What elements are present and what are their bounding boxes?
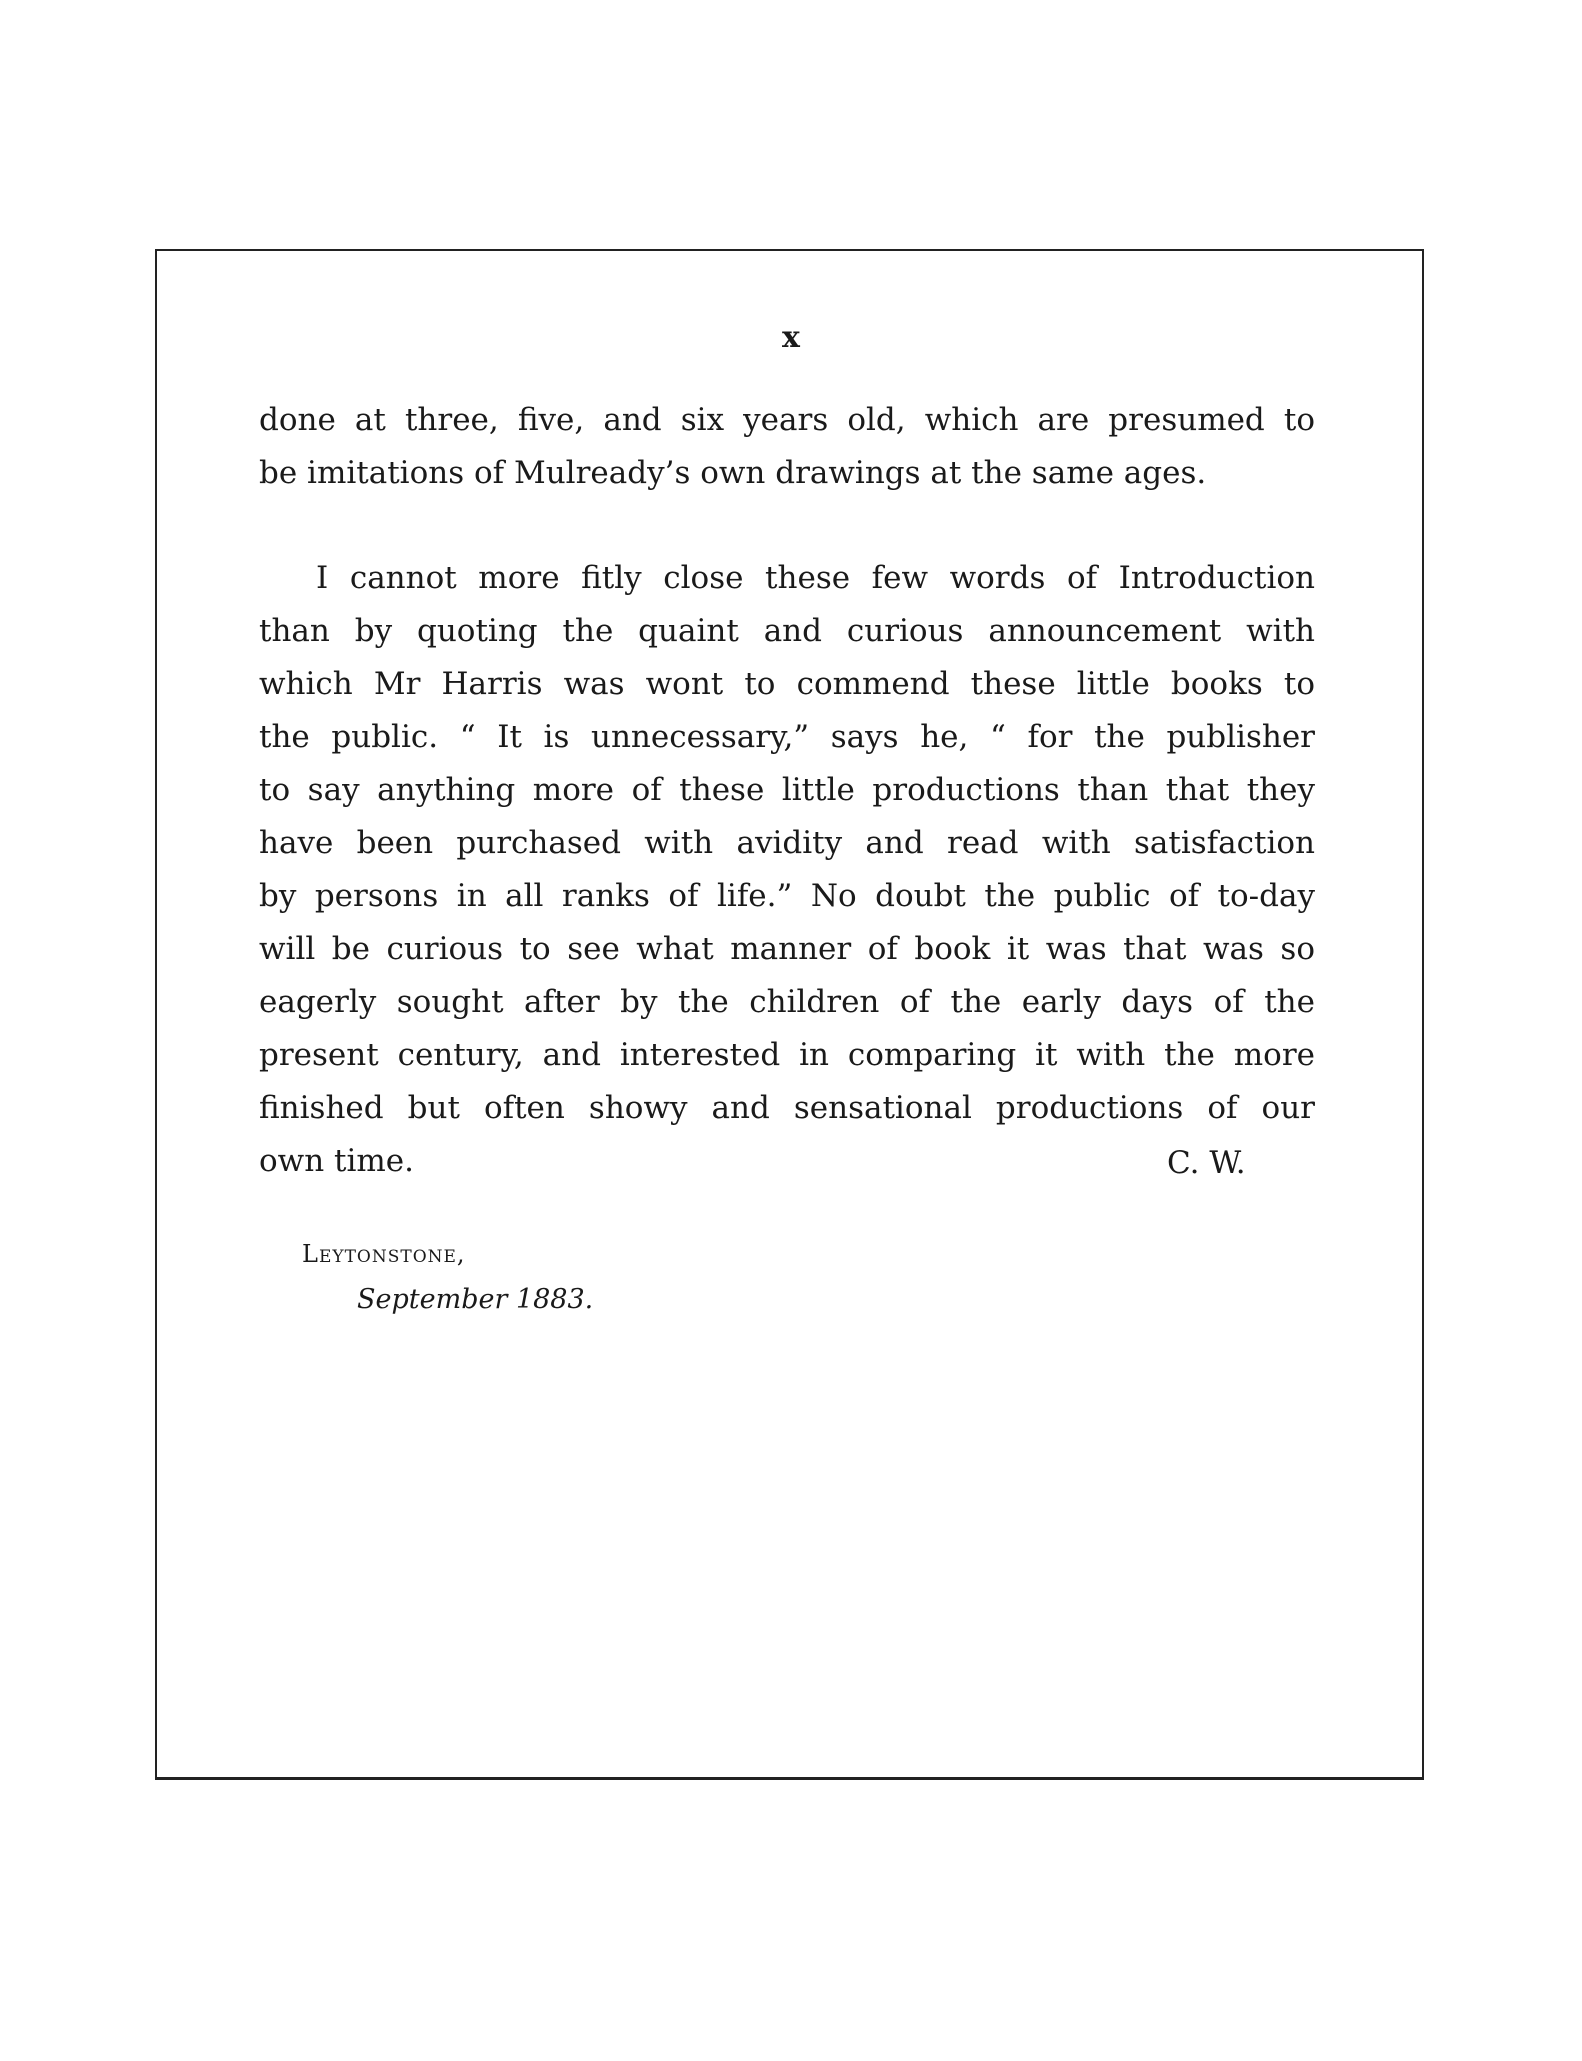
text-line: the public. “ It is unnecessary,” says he, “ for the publisher bbox=[259, 719, 1315, 755]
text-line: done at three, five, and six years old, which are presumed to bbox=[259, 402, 1315, 438]
text-line: own time. bbox=[259, 1143, 414, 1179]
text-line: by persons in all ranks of life.” No doubt the public of to-day bbox=[259, 878, 1315, 914]
text-line: I cannot more fitly close these few words of Introduction bbox=[316, 560, 1315, 596]
text-line: which Mr Harris was wont to commend these little books to bbox=[259, 666, 1315, 702]
signature: C. W. bbox=[1167, 1145, 1246, 1181]
page-number: x bbox=[782, 320, 800, 355]
text-line: present century, and interested in comparing it with the more bbox=[259, 1037, 1315, 1073]
text-line: will be curious to see what manner of book it was that was so bbox=[259, 931, 1315, 967]
text-line: finished but often showy and sensational productions of our bbox=[259, 1090, 1315, 1126]
text-line: be imitations of Mulready’s own drawings at the same ages. bbox=[259, 455, 1207, 491]
date: September 1883. bbox=[357, 1284, 594, 1315]
text-line: eagerly sought after by the children of the early days of the bbox=[259, 984, 1315, 1020]
place-name: Leytonstone, bbox=[302, 1240, 466, 1268]
paragraph-1 bbox=[259, 394, 1315, 500]
text-line: have been purchased with avidity and read with satisfaction bbox=[259, 825, 1315, 861]
text-line: to say anything more of these little productions than that they bbox=[259, 772, 1315, 808]
paragraph-2 bbox=[259, 552, 1315, 1188]
text-line: than by quoting the quaint and curious announcement with bbox=[259, 613, 1315, 649]
